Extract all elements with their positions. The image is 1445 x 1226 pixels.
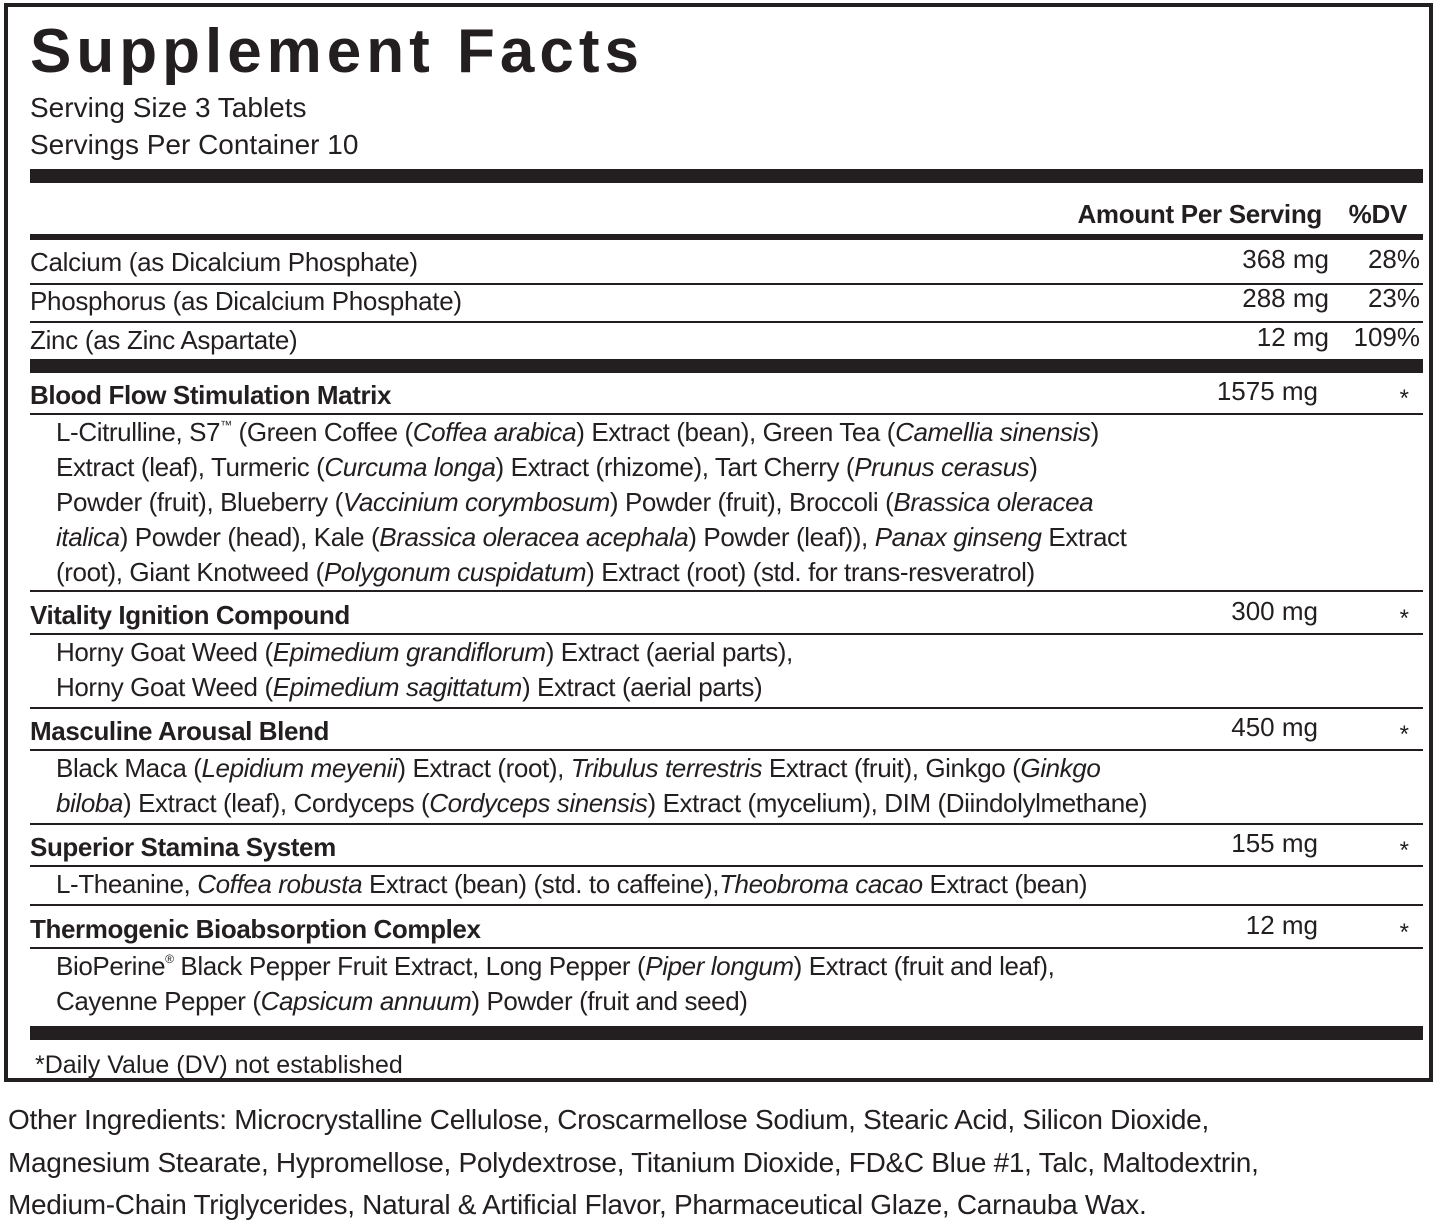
servings-per-container: Servings Per Container 10 — [30, 129, 359, 160]
other-ingredients-line: Medium-Chain Triglycerides, Natural & Artificial Flavor, Pharmaceutical Glaze, Carnauba Wax. — [8, 1189, 1147, 1220]
serving-size: Serving Size 3 Tablets — [30, 92, 307, 123]
blend-ingredient-line — [56, 670, 762, 704]
blend-divider — [30, 707, 1423, 709]
ingredient-text: ) Extract (aerial parts) — [521, 672, 763, 702]
blend-ingredient-line — [56, 949, 1055, 983]
nutrient-amount: 288 mg — [1242, 283, 1329, 313]
blend-name: Thermogenic Bioabsorption Complex — [30, 914, 481, 944]
blend-ingredient-line — [56, 520, 1126, 554]
nutrient-dv: 28% — [1367, 244, 1420, 274]
amount-per-serving-header: Amount Per Serving — [1077, 199, 1322, 229]
nutrient-row — [30, 244, 1423, 280]
panel-title: Supplement Facts — [30, 17, 644, 86]
ingredient-text: Horny Goat Weed ( — [56, 637, 273, 667]
nutrient-dv: 23% — [1367, 283, 1420, 313]
ingredient-text: ) Extract (rhizome), Tart Cherry ( — [495, 452, 855, 482]
blend-amount: 1575 mg — [1216, 376, 1318, 406]
ingredient-text: (Green Coffee ( — [231, 417, 413, 447]
blend-amount: 300 mg — [1231, 596, 1318, 626]
ingredient-text: Powder (fruit), Blueberry ( — [56, 487, 343, 517]
nutrient-row — [30, 283, 1423, 319]
blend-ingredient-line — [56, 984, 748, 1018]
ingredient-text: L-Citrulline, S7 — [56, 417, 221, 447]
botanical-name: Epimedium sagittatum — [272, 672, 522, 702]
trademark-symbol: ™ — [220, 418, 232, 432]
blend-amount: 155 mg — [1231, 828, 1318, 858]
thick-divider — [30, 359, 1423, 373]
ingredient-text: Horny Goat Weed ( — [56, 672, 273, 702]
ingredient-text: ) Extract (leaf), Cordyceps ( — [123, 788, 430, 818]
other-ingredients-line: Magnesium Stearate, Hypromellose, Polydextrose, Titanium Dioxide, FD&C Blue #1, Talc, Maltodextrin, — [8, 1147, 1259, 1178]
ingredient-text: ) Extract (mycelium), DIM (Diindolylmethane) — [647, 788, 1148, 818]
ingredient-text: Cayenne Pepper ( — [56, 986, 261, 1016]
botanical-name: Theobroma cacao — [719, 869, 923, 899]
blend-ingredient-line — [56, 415, 1099, 449]
blend-name: Masculine Arousal Blend — [30, 716, 330, 746]
ingredient-text: Extract (bean) (std. to caffeine), — [362, 869, 720, 899]
botanical-name: italica — [56, 522, 120, 552]
botanical-name: Prunus cerasus — [854, 452, 1030, 482]
botanical-name: Brassica oleracea — [893, 487, 1094, 517]
botanical-name: Panax ginseng — [874, 522, 1042, 552]
dv-header: %DV — [1348, 199, 1407, 229]
blend-dv-asterisk: * — [1399, 721, 1409, 748]
blend-dv-asterisk: * — [1399, 919, 1409, 946]
nutrient-name: Zinc (as Zinc Aspartate) — [30, 325, 298, 355]
thick-divider — [30, 1026, 1423, 1040]
blend-amount: 450 mg — [1231, 712, 1318, 742]
blend-ingredient-line — [56, 751, 1100, 785]
botanical-name: Ginkgo — [1020, 753, 1101, 783]
ingredient-text: Extract (leaf), Turmeric ( — [56, 452, 325, 482]
ingredient-text: ) Powder (fruit and seed) — [471, 986, 748, 1016]
botanical-name: Piper longum — [645, 951, 794, 981]
botanical-name: Camellia sinensis — [895, 417, 1091, 447]
botanical-name: Coffea arabica — [412, 417, 577, 447]
ingredient-text: ) Extract (root), — [397, 753, 571, 783]
botanical-name: Epimedium grandiflorum — [272, 637, 546, 667]
nutrient-name: Phosphorus (as Dicalcium Phosphate) — [30, 286, 462, 316]
blend-ingredient-line — [56, 555, 1035, 589]
ingredient-text: (root), Giant Knotweed ( — [56, 557, 324, 587]
other-ingredients-line: Other Ingredients: Microcrystalline Cellulose, Croscarmellose Sodium, Stearic Acid, Silicon Dioxide, — [8, 1104, 1209, 1135]
botanical-name: biloba — [56, 788, 123, 818]
ingredient-text: Black Maca ( — [56, 753, 202, 783]
ingredient-text: ) Extract (fruit and leaf), — [793, 951, 1055, 981]
ingredient-text: Extract (bean) — [922, 869, 1088, 899]
blend-dv-asterisk: * — [1399, 837, 1409, 864]
ingredient-text: ) Extract (root) (std. for trans-resveratrol) — [586, 557, 1035, 587]
blend-dv-asterisk: * — [1399, 605, 1409, 632]
dv-footnote: *Daily Value (DV) not established — [35, 1051, 403, 1079]
ingredient-text: Extract (fruit), Ginkgo ( — [762, 753, 1021, 783]
medium-divider — [30, 234, 1423, 240]
ingredient-text: ) — [1029, 452, 1038, 482]
botanical-name: Polygonum cuspidatum — [323, 557, 587, 587]
blend-divider — [30, 590, 1423, 592]
supplement-facts-panel — [4, 3, 1433, 1082]
blend-divider — [30, 823, 1423, 825]
blend-ingredient-line — [56, 485, 1093, 519]
blend-name: Vitality Ignition Compound — [30, 600, 350, 630]
blend-ingredient-line — [56, 786, 1147, 820]
ingredient-text: BioPerine — [56, 951, 166, 981]
blend-divider — [30, 904, 1423, 906]
blend-ingredient-line — [56, 450, 1038, 484]
nutrient-dv: 109% — [1353, 322, 1420, 352]
botanical-name: Vaccinium corymbosum — [342, 487, 610, 517]
ingredient-text: ) Powder (fruit), Broccoli ( — [609, 487, 894, 517]
blend-dv-asterisk: * — [1399, 385, 1409, 412]
botanical-name: Curcuma longa — [324, 452, 496, 482]
ingredient-text: Extract — [1041, 522, 1127, 552]
botanical-name: Brassica oleracea acephala — [379, 522, 689, 552]
trademark-symbol: ® — [165, 952, 174, 966]
botanical-name: Capsicum annuum — [260, 986, 472, 1016]
blend-amount: 12 mg — [1245, 910, 1318, 940]
nutrient-row — [30, 322, 1423, 358]
nutrient-amount: 12 mg — [1256, 322, 1329, 352]
blend-ingredient-line — [56, 867, 1087, 901]
ingredient-text: ) — [1090, 417, 1099, 447]
blend-name: Superior Stamina System — [30, 832, 336, 862]
blend-name: Blood Flow Stimulation Matrix — [30, 380, 392, 410]
nutrient-name: Calcium (as Dicalcium Phosphate) — [30, 247, 418, 277]
botanical-name: Coffea robusta — [197, 869, 363, 899]
ingredient-text: ) Powder (leaf)), — [688, 522, 875, 552]
nutrient-amount: 368 mg — [1242, 244, 1329, 274]
ingredient-text: L-Theanine, — [56, 869, 198, 899]
ingredient-text: ) Powder (head), Kale ( — [119, 522, 380, 552]
ingredient-text: Black Pepper Fruit Extract, Long Pepper ( — [173, 951, 646, 981]
botanical-name: Lepidium meyenii — [201, 753, 398, 783]
ingredient-text: ) Extract (aerial parts), — [545, 637, 793, 667]
thick-divider — [30, 169, 1423, 183]
ingredient-text: ) Extract (bean), Green Tea ( — [576, 417, 896, 447]
blend-ingredient-line — [56, 635, 793, 669]
botanical-name: Cordyceps sinensis — [429, 788, 648, 818]
botanical-name: Tribulus terrestris — [570, 753, 763, 783]
